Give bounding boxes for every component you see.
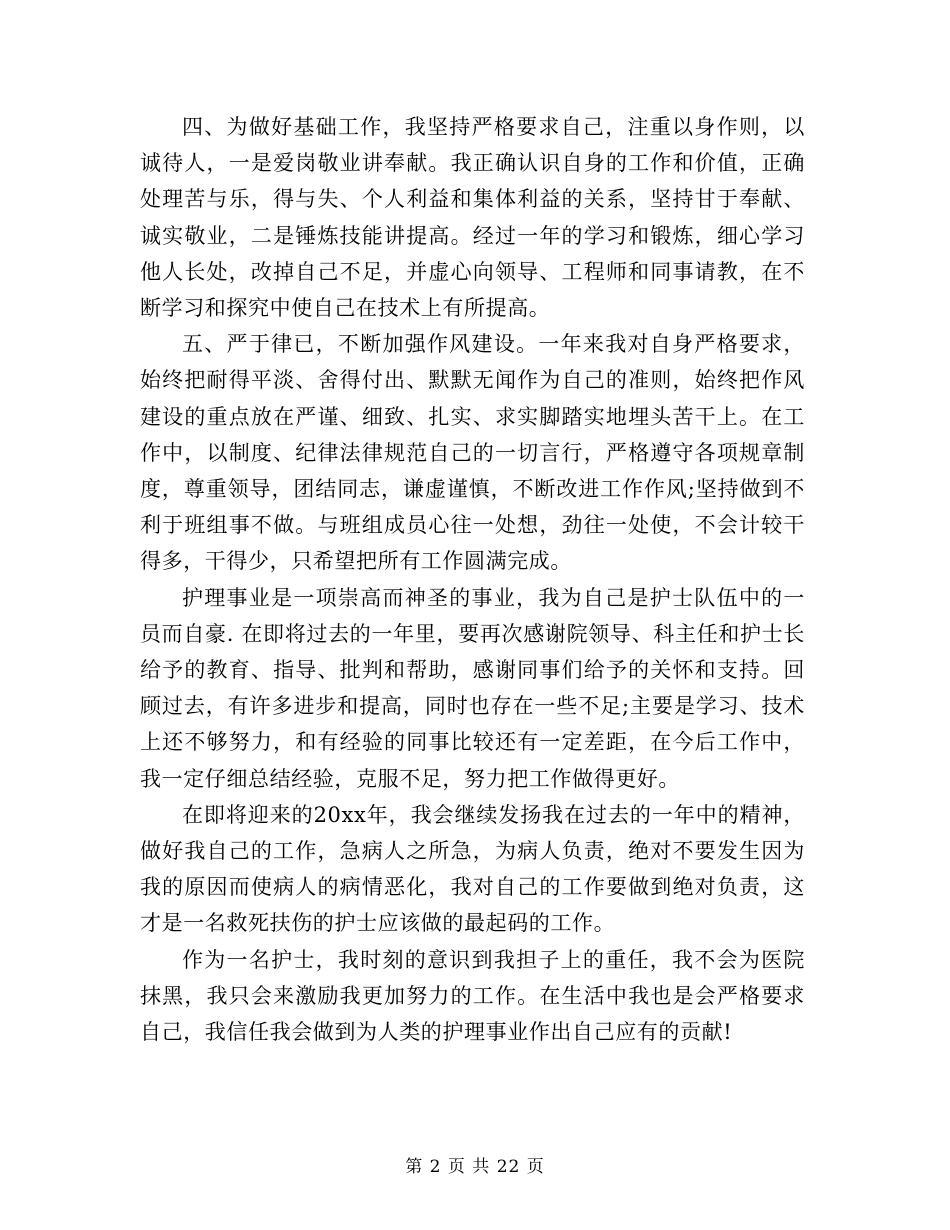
- paragraph-closing: 作为一名护士，我时刻的意识到我担子上的重任，我不会为医院抹黑，我只会来激励我更加努力的工作。在生活中我也是会严格要求自己，我信任我会做到为人类的护理事业作出自己应有的贡献!: [140, 947, 805, 1045]
- document-body: [140, 109, 805, 1050]
- paragraph-4-basic-work: 四、为做好基础工作，我坚持严格要求自己，注重以身作则，以诚待人，一是爱岗敬业讲奉献。我正确认识自身的工作和价值，正确处理苦与乐，得与失、个人利益和集体利益的关系，坚持甘于奉献、诚实敬业，二是锤炼技能讲提高。经过一年的学习和锻炼，细心学习他人长处，改掉自己不足，并虚心向领导、工程师和同事请教，在不断学习和探究中使自己在技术上有所提高。: [140, 115, 805, 321]
- paragraph-coming-year: 在即将迎来的20xx年，我会继续发扬我在过去的一年中的精神，做好我自己的工作，急病人之所急，为病人负责，绝对不要发生因为我的原因而使病人的病情恶化，我对自己的工作要做到绝对负责，这才是一名救死扶伤的护士应该做的最起码的工作。: [140, 802, 805, 936]
- page-number-footer: 第 2 页 共 22 页: [405, 1157, 545, 1177]
- paragraph-nursing-career: 护理事业是一项崇高而神圣的事业，我为自己是护士队伍中的一员而自豪. 在即将过去的一年里，要再次感谢院领导、科主任和护士长给予的教育、指导、批判和帮助，感谢同事们给予的关怀和支持。回顾过去，有许多进步和提高，同时也存在一些不足;主要是学习、技术上还不够努力，和有经验的同事比较还有一定差距，在今后工作中，我一定仔细总结经验，克服不足，努力把工作做得更好。: [140, 585, 805, 791]
- paragraph-5-self-discipline: 五、严于律已，不断加强作风建设。一年来我对自身严格要求，始终把耐得平淡、舍得付出、默默无闻作为自己的准则，始终把作风建设的重点放在严谨、细致、扎实、求实脚踏实地埋头苦干上。在工作中，以制度、纪律法律规范自己的一切言行，严格遵守各项规章制度，尊重领导，团结同志，谦虚谨慎，不断改进工作作风;坚持做到不利于班组事不做。与班组成员心往一处想，劲往一处使，不会计较干得多，干得少，只希望把所有工作圆满完成。: [140, 332, 805, 574]
